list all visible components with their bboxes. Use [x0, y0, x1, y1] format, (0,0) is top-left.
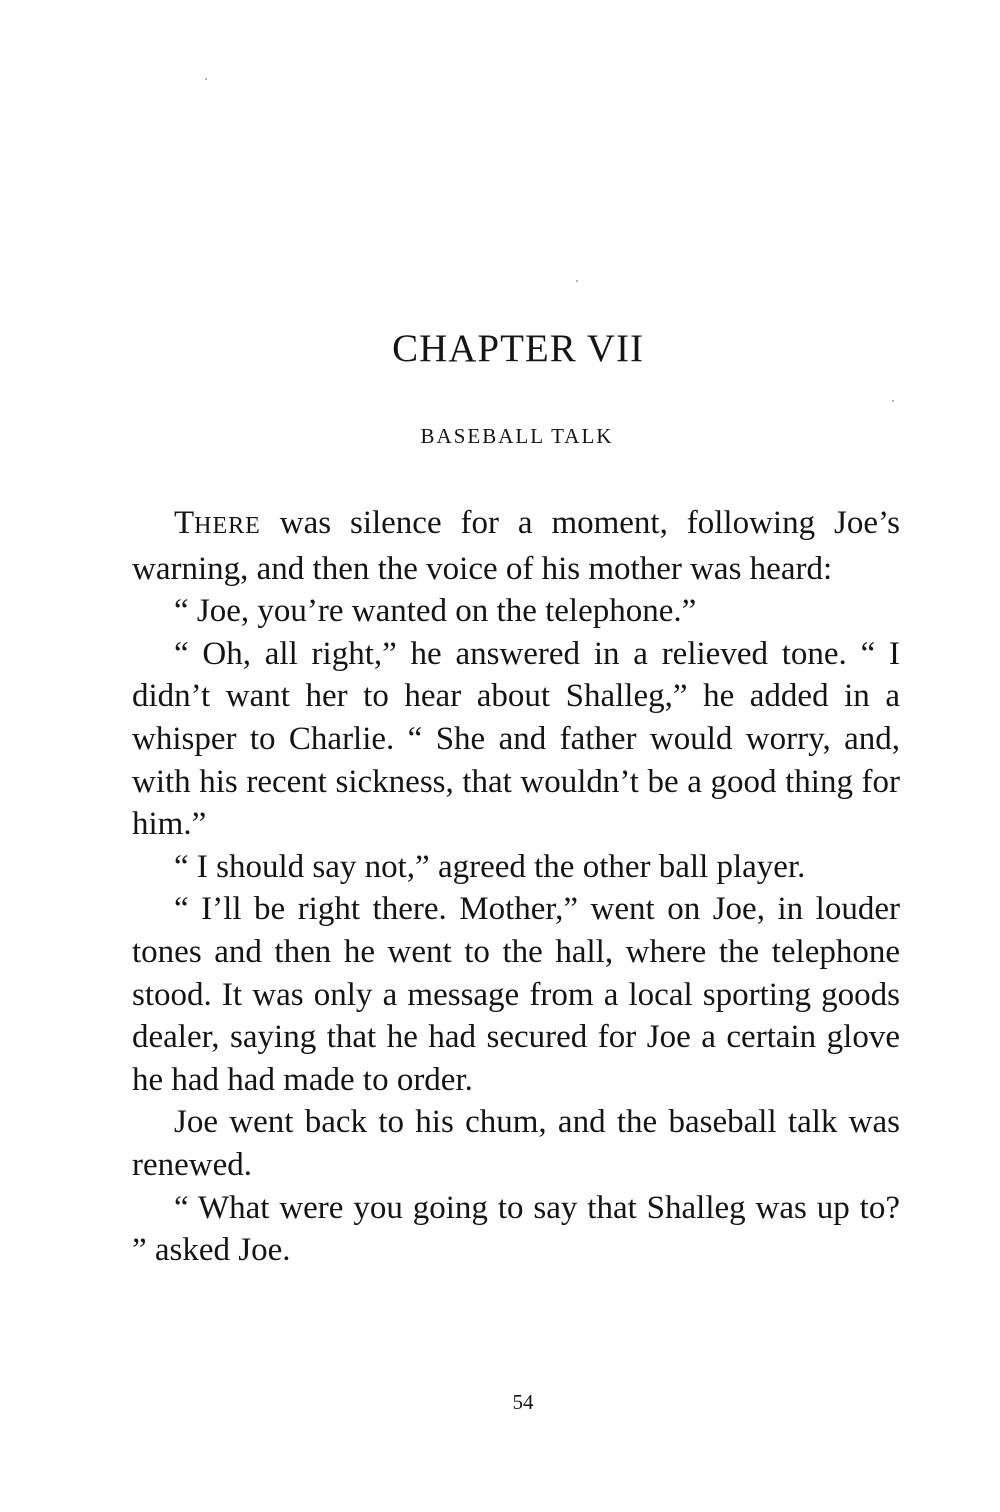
- paragraph: “ What were you going to say that Shalleg was up to? ” asked Joe.: [132, 1189, 900, 1269]
- page-number: 54: [512, 1390, 534, 1414]
- lead-capital: T: [174, 505, 195, 541]
- paragraph: “ I’ll be right there. Mother,” went on Joe, in louder tones and then he went to the hall, where the telephone stood. It was only a message from a local sporting goods dealer, saying that he had secured for Joe a certain glove he had had made to order.: [132, 891, 900, 1098]
- chapter-subtitle: BASEBALL TALK: [420, 424, 614, 448]
- chapter-body: [132, 502, 900, 1272]
- paragraph: Joe went back to his chum, and the baseball talk was renewed.: [132, 1104, 900, 1183]
- paragraph: “ Joe, you’re wanted on the telephone.”: [174, 593, 697, 630]
- lead-smallcaps: HERE: [194, 513, 261, 539]
- page-speck: [576, 280, 578, 282]
- paragraph: “ Oh, all right,” he answered in a relieved tone. “ I didn’t want her to hear about Shalleg,” he added in a whisper to Charlie. “ She and father would worry, and, with his recent sickness, that wouldn’t be a good thing for him.”: [132, 635, 900, 843]
- paragraph: [132, 502, 900, 590]
- page-speck: [205, 78, 207, 80]
- page-speck: [892, 400, 894, 402]
- chapter-title: CHAPTER VII: [392, 327, 644, 370]
- drop-lead: [174, 505, 261, 541]
- paragraph-text: was silence for a moment, following Joe’s warning, and then the voice of his mother was heard:: [132, 505, 900, 587]
- paragraph: “ I should say not,” agreed the other ball player.: [174, 848, 806, 885]
